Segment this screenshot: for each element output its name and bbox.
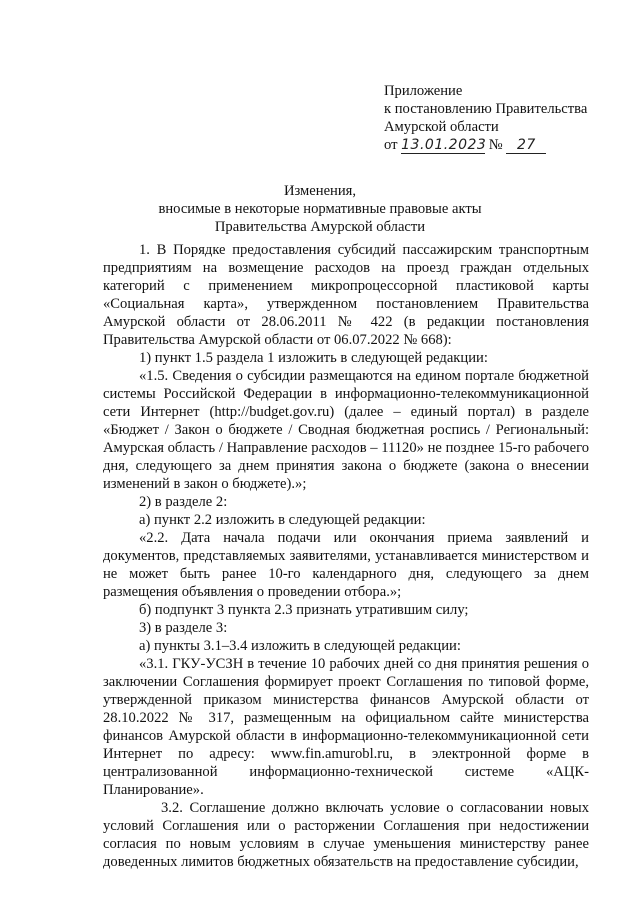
heading-line-1: Изменения, bbox=[283, 183, 357, 199]
heading-line-2: вносимые в некоторые нормативные правовые акты bbox=[158, 201, 482, 217]
handwritten-number: 27 bbox=[506, 138, 546, 154]
document-body bbox=[103, 241, 589, 871]
document-heading bbox=[0, 182, 640, 236]
heading-line-3: Правительства Амурской области bbox=[214, 219, 426, 235]
appendix-block bbox=[384, 82, 587, 154]
paragraph-1: 1. В Порядке предоставления субсидий пассажирским транспортным предприятиям на возмещение расходов на проезд граждан отдельных категорий с применением микропроцессорной пластиковой карты «Социальная карта», утвержденном постановлением Правительства Амурской области от 28.06.2011 № 422 (в редакции постановления Правительства Амурской области от 06.07.2022 № 668): bbox=[103, 242, 589, 348]
paragraph-8: 3) в разделе 3: bbox=[139, 620, 228, 636]
paragraph-3: «1.5. Сведения о субсидии размещаются на едином портале бюджетной системы Российской Федерации в информационно-телекоммуникационной сети Интернет (http://budget.gov.ru) (далее – единый портал) в разделе «Бюджет / Закон о бюджете / Сводная бюджетная роспись / Региональный: Амурская область / Направление расходов – 11120» не позднее 15-го рабочего дня, следующего за днем принятия закона о бюджете (закона о внесении изменений в закон о бюджете).»; bbox=[103, 368, 589, 492]
paragraph-10: «3.1. ГКУ-УСЗН в течение 10 рабочих дней со дня принятия решения о заключении Соглашения формирует проект Соглашения по типовой форме, утвержденной приказом министерства финансов Амурской области от 28.10.2022 № 317, размещенным на официальном сайте министерства финансов Амурской области в информационно-телекоммуникационной сети Интернет по адресу: www.fin.amurobl.ru, в электронной форме в централизованной информационно-технической системе «АЦК-Планирование». bbox=[103, 656, 589, 798]
from-label: от bbox=[384, 137, 398, 153]
paragraph-11: 3.2. Соглашение должно включать условие о согласовании новых условий Соглашения или о расторжении Соглашения при недостижении согласия по новым условиям в случае уменьшения министерству ранее доведенных лимитов бюджетных обязательств на предоставление субсидии, bbox=[103, 800, 589, 870]
paragraph-9: а) пункты 3.1–3.4 изложить в следующей редакции: bbox=[139, 638, 461, 654]
appendix-line-3: Амурской области bbox=[384, 119, 499, 135]
paragraph-4: 2) в разделе 2: bbox=[139, 494, 228, 510]
handwritten-date: 13.01.2023 bbox=[401, 137, 487, 153]
paragraph-6: «2.2. Дата начала подачи или окончания приема заявлений и документов, представляемых заявителями, устанавливается министерством и не может быть ранее 10-го календарного дня, следующего за днем размещения объявления о проведении отбора.»; bbox=[103, 530, 589, 600]
paragraph-2: 1) пункт 1.5 раздела 1 изложить в следующей редакции: bbox=[139, 350, 488, 366]
paragraph-7: б) подпункт 3 пункта 2.3 признать утратившим силу; bbox=[139, 602, 469, 618]
paragraph-5: а) пункт 2.2 изложить в следующей редакции: bbox=[139, 512, 426, 528]
appendix-date-line bbox=[384, 136, 587, 154]
appendix-line-1: Приложение bbox=[384, 83, 463, 99]
number-label: № bbox=[488, 137, 503, 153]
appendix-line-2: к постановлению Правительства bbox=[384, 101, 588, 117]
